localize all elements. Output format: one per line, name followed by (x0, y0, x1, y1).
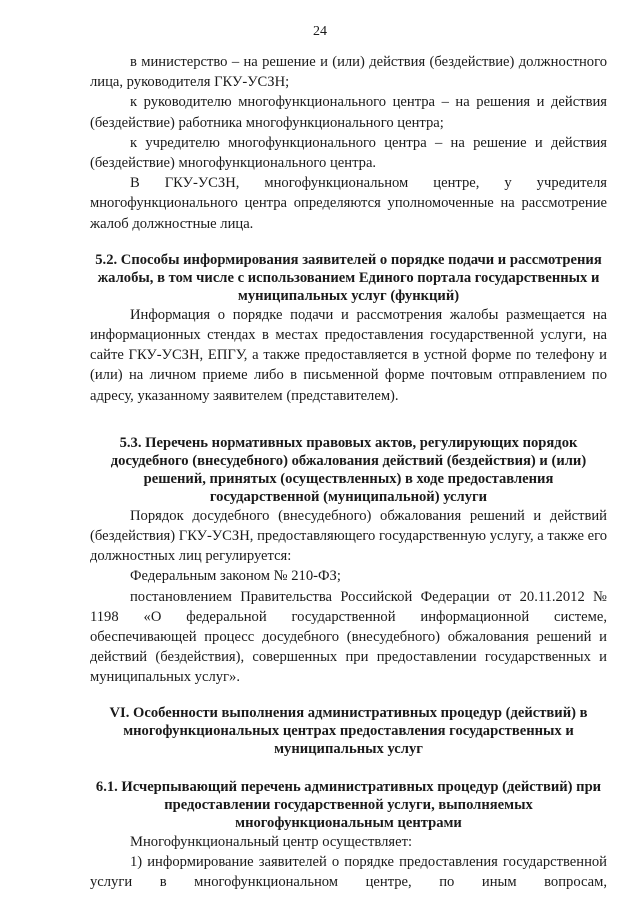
paragraph-6-1-item-1: 1) информирование заявителей о порядке предоставления государственной услуги в многофункциональном центре, по иным вопросам, (90, 853, 607, 891)
paragraph-authorized-officials: В ГКУ-УСЗН, многофункциональном центре, у учредителя многофункционального центра определяются уполномоченные на рассмотрение жалоб должностные лица. (90, 175, 607, 232)
heading-section-5-3: 5.3. Перечень нормативных правовых актов, регулирующих порядок досудебного (внесудебного) обжалования действий (бездействия) и (или) решений, принятых (осуществленных) в ходе предоставления государственной (муниципальной) услуги (110, 434, 587, 505)
heading-section-6: VI. Особенности выполнения административных процедур (действий) в многофункциональных центрах предоставления государственных и муниципальных услуг (109, 704, 588, 757)
paragraph-complaint-mfc-head: к руководителю многофункционального центра – на решения и действия (бездействие) работника многофункционального центра; (90, 94, 607, 131)
paragraph-6-1-mfc: Многофункциональный центр осуществляет: (130, 833, 413, 850)
paragraph-complaint-mfc-founder: к учредителю многофункционального центра – на решение и действия (бездействие) многофункционального центра. (90, 134, 607, 172)
page-number: 24 (313, 24, 327, 39)
paragraph-5-3-federal-law: Федеральным законом № 210-ФЗ; (130, 568, 341, 585)
paragraph-5-2-info: Информация о порядке подачи и рассмотрения жалобы размещается на информационных стендах в местах предоставления государственной услуги, на сайте ГКУ-УСЗН, ЕПГУ, а также предоставляется в устной форме по телефону и (или) на личном приеме либо в письменной форме почтовым отправлением по адресу, указанному заявителем (представителем). (90, 306, 607, 404)
paragraph-5-3-procedure: Порядок досудебного (внесудебного) обжалования решений и действий (бездействия) ГКУ-УСЗН, предоставляющего государственную услугу, а также его должностных лиц регулируется: (90, 507, 607, 565)
document-body (90, 52, 607, 892)
paragraph-5-3-resolution: постановлением Правительства Российской Федерации от 20.11.2012 № 1198 «О федеральной государственной информационной системе, обеспечивающей процесс досудебного (внесудебного) обжалования решений и действий (бездействия), совершенных при предоставлении государственных и муниципальных услуг». (90, 588, 607, 686)
heading-section-6-1: 6.1. Исчерпывающий перечень административных процедур (действий) при предоставлении государственной услуги, выполняемых многофункциональным центрами (95, 778, 602, 831)
heading-section-5-2: 5.2. Способы информирования заявителей о порядке подачи и рассмотрения жалобы, в том числе с использованием Единого портала государственных и муниципальных услуг (функций) (95, 251, 602, 304)
paragraph-complaint-ministry: в министерство – на решение и (или) действия (бездействие) должностного лица, руководителя ГКУ-УСЗН; (90, 54, 607, 91)
